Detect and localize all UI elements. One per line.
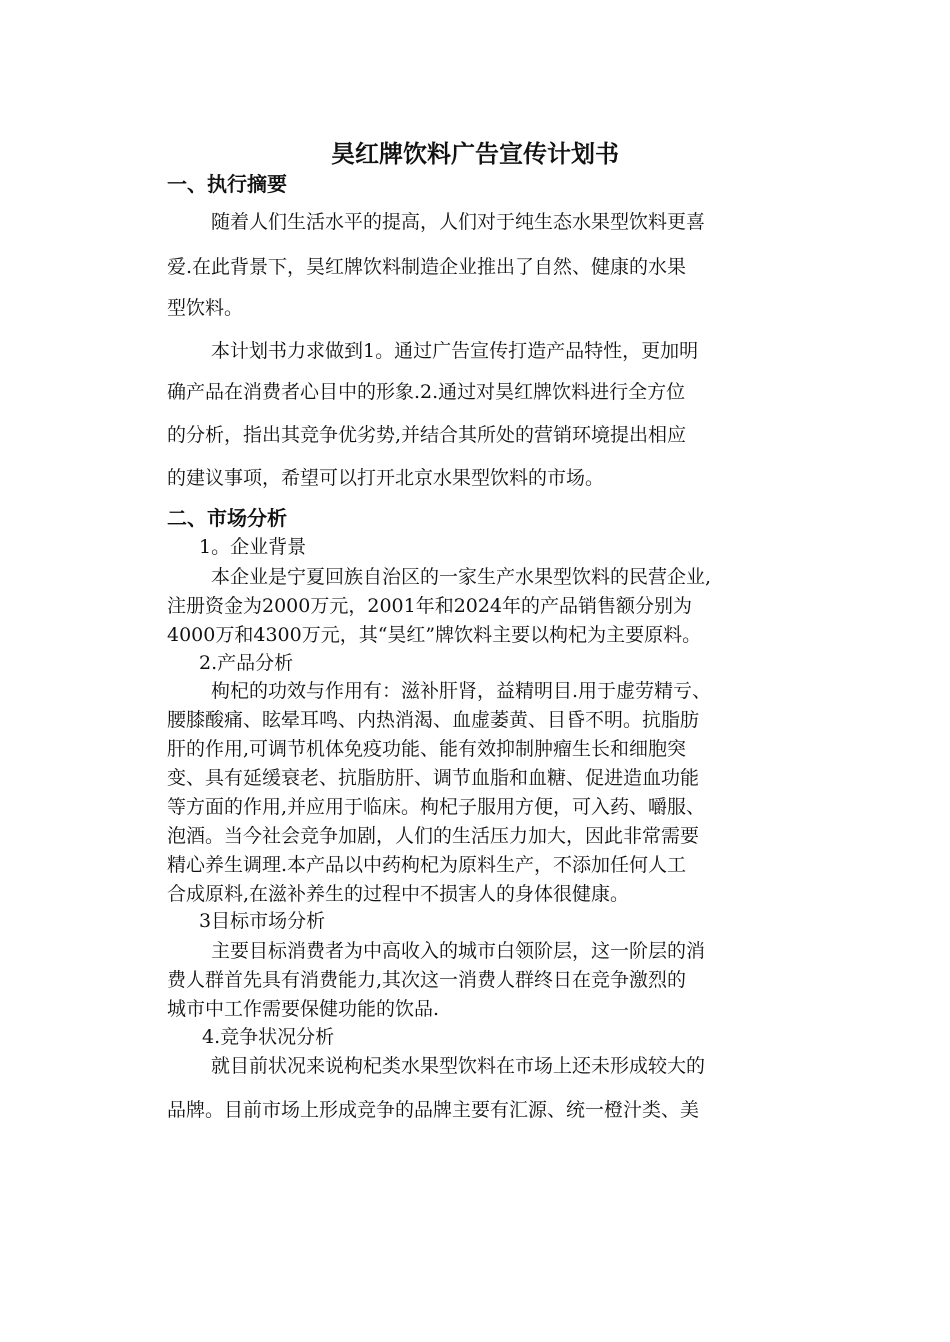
paragraph-line: 爱.在此背景下，昊红牌饮料制造企业推出了自然、健康的水果 bbox=[167, 256, 687, 278]
paragraph-line: 合成原料,在滋补养生的过程中不损害人的身体很健康。 bbox=[167, 883, 630, 905]
paragraph-line: 随着人们生活水平的提高，人们对于纯生态水果型饮料更喜 bbox=[211, 211, 706, 233]
section-heading-executive-summary: 一、执行摘要 bbox=[167, 172, 287, 196]
subsection-heading: 2.产品分析 bbox=[199, 652, 294, 674]
paragraph-line: 的分析，指出其竞争优劣势,并结合其所处的营销环境提出相应 bbox=[167, 424, 687, 446]
paragraph-line: 变、具有延缓衰老、抗脂肪肝、调节血脂和血糖、促进造血功能 bbox=[167, 767, 700, 789]
subsection-heading: 1。企业背景 bbox=[199, 536, 307, 558]
paragraph-line: 腰膝酸痛、眩晕耳鸣、内热消渴、血虚萎黄、目昏不明。抗脂肪 bbox=[167, 709, 700, 731]
section-heading-market-analysis: 二、市场分析 bbox=[167, 506, 287, 530]
paragraph-line: 确产品在消费者心目中的形象.2.通过对昊红牌饮料进行全方位 bbox=[167, 381, 686, 403]
paragraph-line: 品牌。目前市场上形成竞争的品牌主要有汇源、统一橙汁类、美 bbox=[167, 1099, 700, 1121]
paragraph-line: 城市中工作需要保健功能的饮品. bbox=[167, 998, 440, 1020]
paragraph-line: 本企业是宁夏回族自治区的一家生产水果型饮料的民营企业, bbox=[211, 566, 712, 588]
paragraph-line: 费人群首先具有消费能力,其次这一消费人群终日在竞争激烈的 bbox=[167, 969, 687, 991]
document-title: 昊红牌饮料广告宣传计划书 bbox=[331, 140, 619, 168]
paragraph-line: 的建议事项，希望可以打开北京水果型饮料的市场。 bbox=[167, 467, 605, 489]
paragraph-line: 泡酒。当今社会竞争加剧，人们的生活压力加大，因此非常需要 bbox=[167, 825, 700, 847]
subsection-heading: 3目标市场分析 bbox=[199, 910, 326, 932]
paragraph-line: 就目前状况来说枸杞类水果型饮料在市场上还未形成较大的 bbox=[211, 1055, 706, 1077]
paragraph-line: 肝的作用,可调节机体免疫功能、能有效抑制肿瘤生长和细胞突 bbox=[167, 738, 687, 760]
paragraph-line: 型饮料。 bbox=[167, 297, 244, 319]
paragraph-line: 本计划书力求做到1。通过广告宣传打造产品特性，更加明 bbox=[211, 340, 699, 362]
paragraph-line: 4000万和4300万元，其“昊红”牌饮料主要以枸杞为主要原料。 bbox=[167, 624, 702, 646]
paragraph-line: 枸杞的功效与作用有：滋补肝肾，益精明目.用于虚劳精亏、 bbox=[211, 680, 712, 702]
paragraph-line: 等方面的作用,并应用于临床。枸杞子服用方便，可入药、嚼服、 bbox=[167, 796, 706, 818]
paragraph-line: 注册资金为2000万元，2001年和2024年的产品销售额分别为 bbox=[167, 595, 693, 617]
subsection-heading: 4.竞争状况分析 bbox=[202, 1026, 335, 1048]
paragraph-line: 主要目标消费者为中高收入的城市白领阶层，这一阶层的消 bbox=[211, 940, 706, 962]
paragraph-line: 精心养生调理.本产品以中药枸杞为原料生产，不添加任何人工 bbox=[167, 854, 687, 876]
